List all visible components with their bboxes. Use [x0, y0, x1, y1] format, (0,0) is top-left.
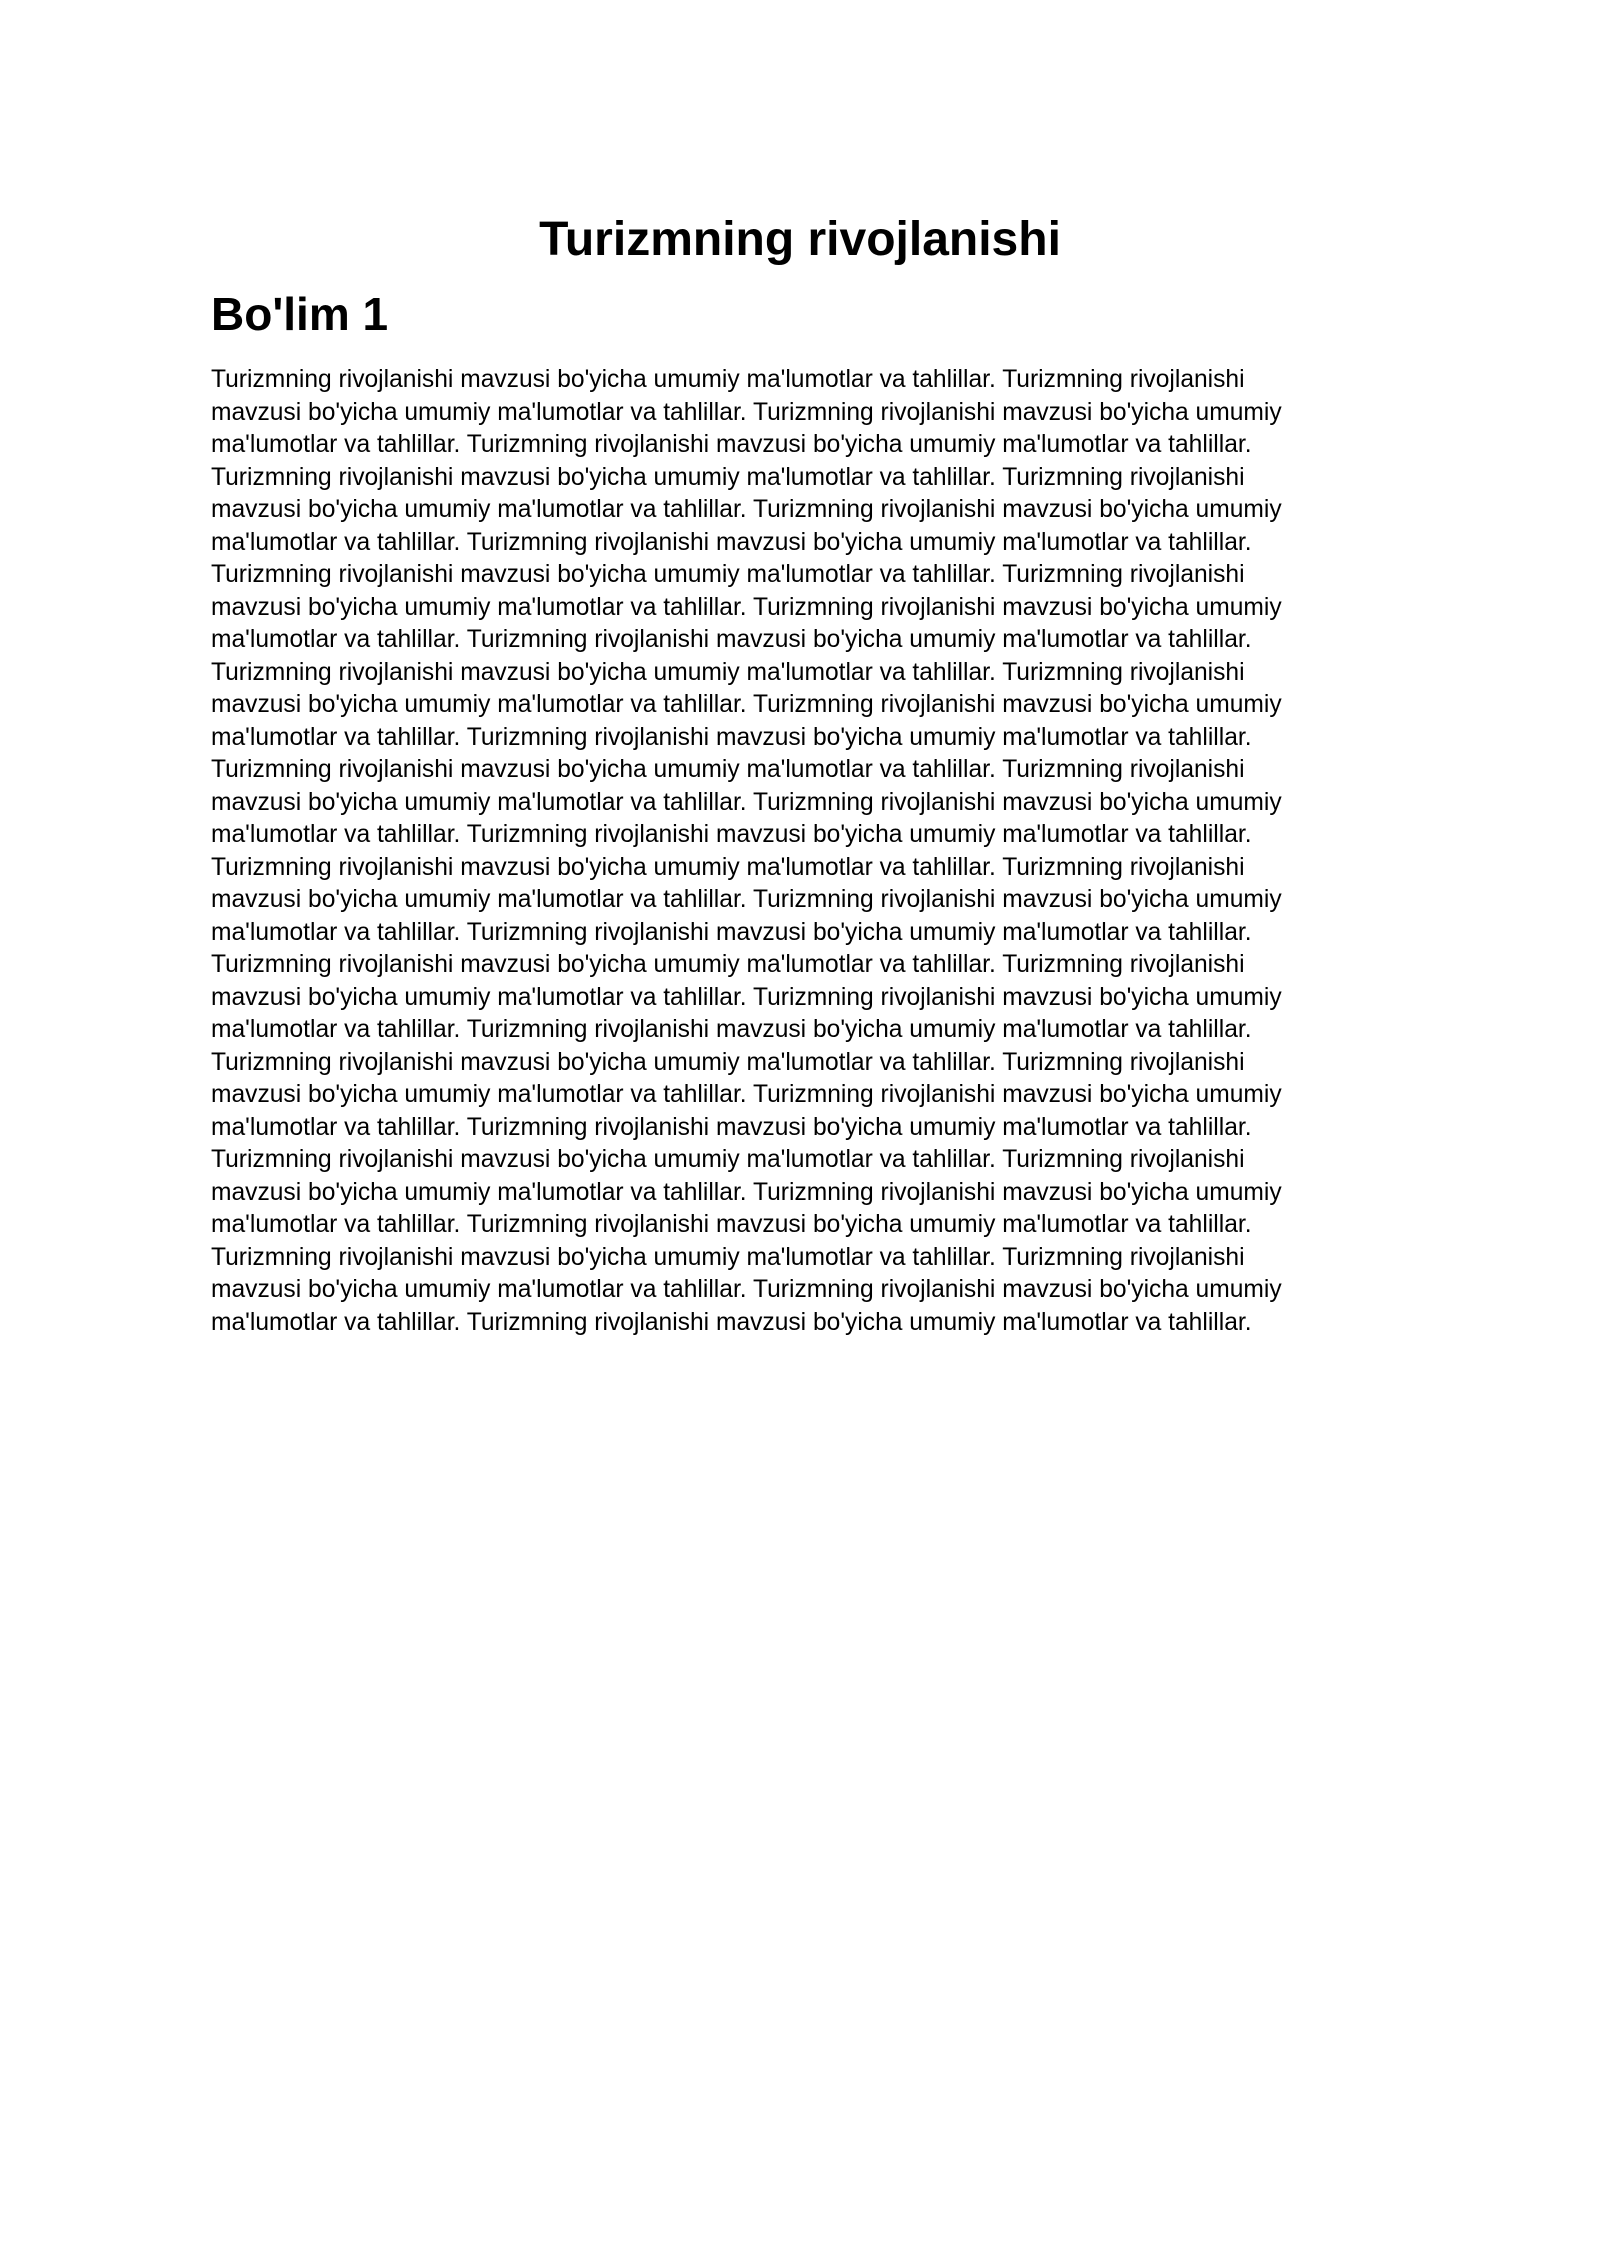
section-heading: Bo'lim 1	[211, 288, 389, 340]
paragraph-line: mavzusi bo'yicha umumiy ma'lumotlar va tahlillar. Turizmning rivojlanishi mavzusi bo'yicha umumiy	[211, 1081, 1282, 1108]
paragraph-line: Turizmning rivojlanishi mavzusi bo'yicha umumiy ma'lumotlar va tahlillar. Turizmning rivojlanishi	[211, 463, 1245, 491]
paragraph-line: Turizmning rivojlanishi mavzusi bo'yicha umumiy ma'lumotlar va tahlillar. Turizmning rivojlanishi	[211, 756, 1245, 783]
paragraph-line: ma'lumotlar va tahlillar. Turizmning rivojlanishi mavzusi bo'yicha umumiy ma'lumotlar va tahlillar.	[211, 1016, 1252, 1043]
paragraph-line: Turizmning rivojlanishi mavzusi bo'yicha umumiy ma'lumotlar va tahlillar. Turizmning rivojlanishi	[211, 1243, 1245, 1271]
paragraph-line: ma'lumotlar va tahlillar. Turizmning rivojlanishi mavzusi bo'yicha umumiy ma'lumotlar va tahlillar.	[211, 1113, 1252, 1141]
paragraph-line: ma'lumotlar va tahlillar. Turizmning rivojlanishi mavzusi bo'yicha umumiy ma'lumotlar va tahlillar.	[211, 431, 1252, 458]
paragraph-line: ma'lumotlar va tahlillar. Turizmning rivojlanishi mavzusi bo'yicha umumiy ma'lumotlar va tahlillar.	[211, 528, 1252, 556]
paragraph-line: ma'lumotlar va tahlillar. Turizmning rivojlanishi mavzusi bo'yicha umumiy ma'lumotlar va tahlillar.	[211, 918, 1252, 946]
section-paragraph	[211, 364, 1391, 1339]
paragraph-line: ma'lumotlar va tahlillar. Turizmning rivojlanishi mavzusi bo'yicha umumiy ma'lumotlar va tahlillar.	[211, 1211, 1252, 1238]
paragraph-line: mavzusi bo'yicha umumiy ma'lumotlar va tahlillar. Turizmning rivojlanishi mavzusi bo'yicha umumiy	[211, 886, 1282, 913]
paragraph-line: ma'lumotlar va tahlillar. Turizmning rivojlanishi mavzusi bo'yicha umumiy ma'lumotlar va tahlillar.	[211, 821, 1252, 848]
paragraph-line: ma'lumotlar va tahlillar. Turizmning rivojlanishi mavzusi bo'yicha umumiy ma'lumotlar va tahlillar.	[211, 626, 1252, 653]
paragraph-line: Turizmning rivojlanishi mavzusi bo'yicha umumiy ma'lumotlar va tahlillar. Turizmning rivojlanishi	[211, 1146, 1245, 1173]
paragraph-line: mavzusi bo'yicha umumiy ma'lumotlar va tahlillar. Turizmning rivojlanishi mavzusi bo'yicha umumiy	[211, 788, 1282, 816]
paragraph-line: ma'lumotlar va tahlillar. Turizmning rivojlanishi mavzusi bo'yicha umumiy ma'lumotlar va tahlillar.	[211, 1308, 1252, 1336]
paragraph-line: Turizmning rivojlanishi mavzusi bo'yicha umumiy ma'lumotlar va tahlillar. Turizmning rivojlanishi	[211, 561, 1245, 588]
paragraph-line: mavzusi bo'yicha umumiy ma'lumotlar va tahlillar. Turizmning rivojlanishi mavzusi bo'yicha umumiy	[211, 1178, 1282, 1206]
paragraph-line: Turizmning rivojlanishi mavzusi bo'yicha umumiy ma'lumotlar va tahlillar. Turizmning rivojlanishi	[211, 1048, 1245, 1076]
paragraph-line: mavzusi bo'yicha umumiy ma'lumotlar va tahlillar. Turizmning rivojlanishi mavzusi bo'yicha umumiy	[211, 593, 1282, 621]
paragraph-line: mavzusi bo'yicha umumiy ma'lumotlar va tahlillar. Turizmning rivojlanishi mavzusi bo'yicha umumiy	[211, 398, 1282, 426]
paragraph-line: Turizmning rivojlanishi mavzusi bo'yicha umumiy ma'lumotlar va tahlillar. Turizmning rivojlanishi	[211, 853, 1245, 881]
paragraph-line: mavzusi bo'yicha umumiy ma'lumotlar va tahlillar. Turizmning rivojlanishi mavzusi bo'yicha umumiy	[211, 1276, 1282, 1303]
paragraph-line: mavzusi bo'yicha umumiy ma'lumotlar va tahlillar. Turizmning rivojlanishi mavzusi bo'yicha umumiy	[211, 983, 1282, 1011]
paragraph-line: mavzusi bo'yicha umumiy ma'lumotlar va tahlillar. Turizmning rivojlanishi mavzusi bo'yicha umumiy	[211, 496, 1282, 523]
paragraph-line: Turizmning rivojlanishi mavzusi bo'yicha umumiy ma'lumotlar va tahlillar. Turizmning rivojlanishi	[211, 951, 1245, 978]
document-title: Turizmning rivojlanishi	[539, 213, 1061, 266]
paragraph-line: mavzusi bo'yicha umumiy ma'lumotlar va tahlillar. Turizmning rivojlanishi mavzusi bo'yicha umumiy	[211, 691, 1282, 718]
paragraph-line: Turizmning rivojlanishi mavzusi bo'yicha umumiy ma'lumotlar va tahlillar. Turizmning rivojlanishi	[211, 366, 1245, 393]
paragraph-line: ma'lumotlar va tahlillar. Turizmning rivojlanishi mavzusi bo'yicha umumiy ma'lumotlar va tahlillar.	[211, 723, 1252, 751]
paragraph-line: Turizmning rivojlanishi mavzusi bo'yicha umumiy ma'lumotlar va tahlillar. Turizmning rivojlanishi	[211, 658, 1245, 686]
